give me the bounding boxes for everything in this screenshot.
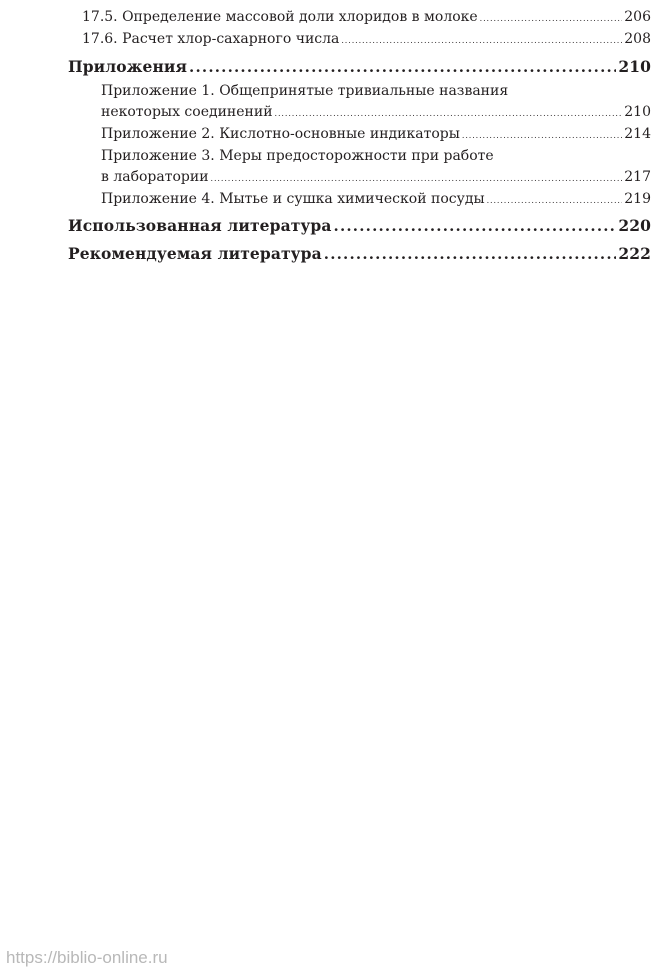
toc-entry-appendix-4[interactable] [68, 189, 651, 211]
toc-entry-page: 210 [624, 104, 651, 120]
toc-section-appendices[interactable] [68, 53, 651, 81]
toc-section-recommended-literature[interactable] [68, 240, 651, 268]
dot-leader [324, 240, 617, 268]
dot-leader [487, 190, 623, 211]
toc-section-title: Рекомендуемая литература [68, 244, 322, 263]
toc-entry-title-line1: Приложение 3. Меры предосторожности при работе [101, 148, 494, 164]
toc-entry-title: 17.6. Расчет хлор-сахарного числа [82, 31, 340, 47]
toc-section-title: Приложения [68, 57, 188, 76]
toc-entry-page: 219 [624, 191, 651, 207]
dot-leader [211, 168, 623, 189]
dot-leader [480, 8, 623, 29]
table-of-contents [68, 0, 651, 268]
toc-entry-appendix-3[interactable] [68, 146, 651, 189]
toc-entry-page: 206 [624, 9, 651, 25]
toc-section-used-literature[interactable] [68, 212, 651, 240]
dot-leader [334, 212, 617, 240]
toc-section-page: 220 [618, 216, 651, 235]
toc-entry-title: 17.5. Определение массовой доли хлоридов в молоке [82, 9, 478, 25]
toc-entry-page: 214 [624, 126, 651, 142]
toc-entry-title-line2: некоторых соединений [101, 104, 273, 120]
toc-section-page: 222 [618, 244, 651, 263]
watermark-url: https://biblio-online.ru [6, 948, 168, 967]
toc-section-page: 210 [618, 57, 651, 76]
toc-entry-title-line1: Приложение 1. Общепринятые тривиальные названия [101, 83, 509, 99]
dot-leader [189, 53, 616, 81]
toc-section-title: Использованная литература [68, 216, 332, 235]
dot-leader [341, 30, 622, 51]
toc-entry-17-5[interactable] [68, 7, 651, 29]
toc-entry-17-6[interactable] [68, 29, 651, 51]
toc-entry-title: Приложение 2. Кислотно-основные индикаторы [101, 126, 460, 142]
dot-leader [275, 103, 623, 124]
toc-entry-page: 208 [624, 31, 651, 47]
toc-entry-page: 217 [624, 169, 651, 185]
toc-entry-title-line2: в лаборатории [101, 169, 209, 185]
toc-entry-appendix-1[interactable] [68, 81, 651, 124]
toc-entry-appendix-2[interactable] [68, 124, 651, 146]
toc-entry-title: Приложение 4. Мытье и сушка химической посуды [101, 191, 485, 207]
dot-leader [462, 125, 622, 146]
